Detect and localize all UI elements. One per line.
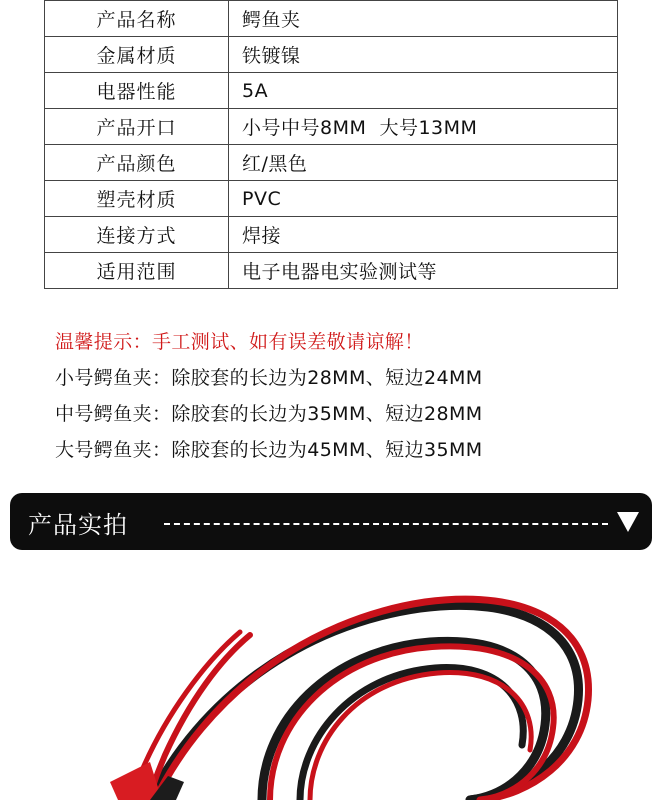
spec-row bbox=[45, 37, 618, 73]
tip-text: 温馨提示：手工测试、如有误差敬请谅解！ bbox=[55, 331, 424, 353]
spec-row bbox=[45, 1, 618, 37]
spec-label: 金属材质 bbox=[45, 37, 229, 73]
small-size-note: 小号鳄鱼夹：除胶套的长边为28MM、短边24MM bbox=[55, 367, 483, 389]
triangle-down-icon bbox=[616, 511, 640, 533]
spec-row bbox=[45, 181, 618, 217]
spec-value: 鳄鱼夹 bbox=[229, 1, 618, 37]
spec-label: 连接方式 bbox=[45, 217, 229, 253]
spec-row bbox=[45, 145, 618, 181]
spec-value: 铁镀镍 bbox=[229, 37, 618, 73]
section-title: 产品实拍 bbox=[28, 511, 128, 539]
section-banner bbox=[10, 493, 652, 550]
spec-table bbox=[44, 0, 618, 289]
spec-value: 电子电器电实验测试等 bbox=[229, 253, 618, 289]
spec-label: 塑壳材质 bbox=[45, 181, 229, 217]
spec-value: PVC bbox=[229, 181, 618, 217]
spec-row bbox=[45, 217, 618, 253]
spec-row bbox=[45, 73, 618, 109]
spec-label: 产品开口 bbox=[45, 109, 229, 145]
product-photo bbox=[0, 550, 662, 800]
spec-value: 5A bbox=[229, 73, 618, 109]
dashed-divider bbox=[164, 523, 608, 525]
spec-value: 焊接 bbox=[229, 217, 618, 253]
spec-label: 电器性能 bbox=[45, 73, 229, 109]
notes-block bbox=[55, 324, 483, 468]
medium-size-note: 中号鳄鱼夹：除胶套的长边为35MM、短边28MM bbox=[55, 403, 483, 425]
spec-label: 适用范围 bbox=[45, 253, 229, 289]
spec-row bbox=[45, 109, 618, 145]
spec-label: 产品颜色 bbox=[45, 145, 229, 181]
spec-value: 红/黑色 bbox=[229, 145, 618, 181]
spec-value: 小号中号8MM 大号13MM bbox=[229, 109, 618, 145]
spec-label: 产品名称 bbox=[45, 1, 229, 37]
large-size-note: 大号鳄鱼夹：除胶套的长边为45MM、短边35MM bbox=[55, 439, 483, 461]
spec-row bbox=[45, 253, 618, 289]
